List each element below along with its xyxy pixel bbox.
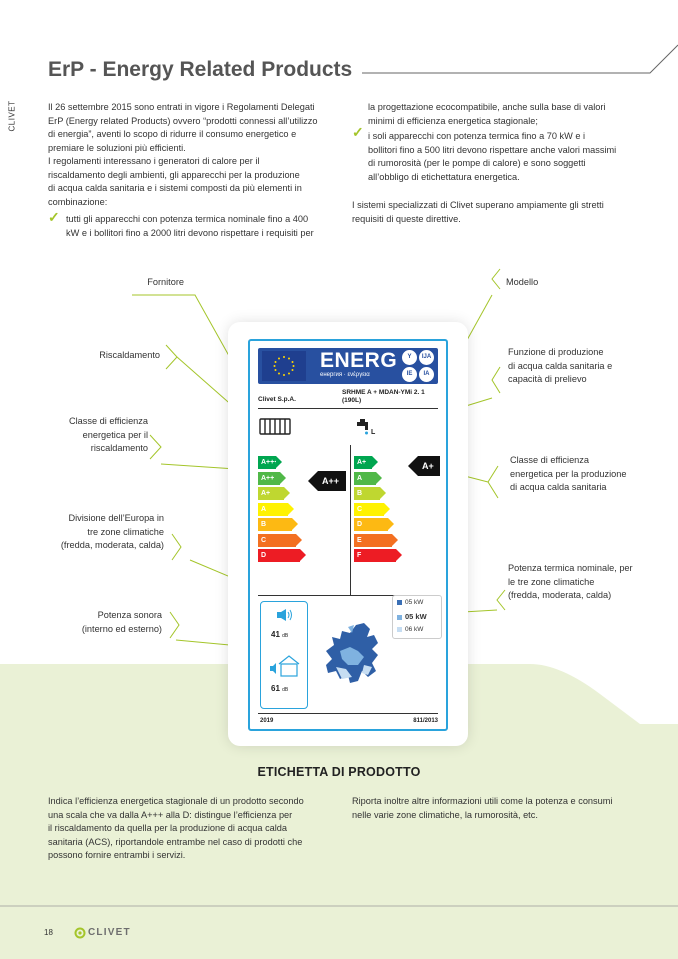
intro-left: Il 26 settembre 2015 sono entrati in vigore i Regolamenti Delegati ErP (Energy related Products) ovvero “prodotti connessi all’utilizzo di energia”, aventi lo scopo di ridurre il consumo energetico e premiare le soluzioni più efficienti. I regolamenti interessano i generatori di calore per il riscaldamento degli ambienti, gli apparecchi per la produzione di acqua calda sanitaria e i sistemi composti da più elementi in combinazione: bbox=[48, 102, 318, 207]
europe-map bbox=[318, 621, 398, 689]
sound-outdoor-value: 61 dB bbox=[271, 684, 289, 693]
lang-badge: IE bbox=[402, 367, 417, 382]
kw-swatch-cold bbox=[397, 600, 402, 605]
section-title: ETICHETTA DI PRODOTTO bbox=[257, 765, 421, 779]
sound-indoor-value: 41 dB bbox=[271, 630, 289, 639]
water-class-arrow: A+ bbox=[418, 456, 440, 476]
callout-classe-riscaldamento: Classe di efficienza energetica per il riscaldamento bbox=[69, 416, 148, 453]
lang-badge: IA bbox=[419, 367, 434, 382]
kw-row-cold: 05 kW bbox=[397, 599, 423, 606]
speaker-icon bbox=[275, 608, 295, 622]
heating_scale-bar-tip bbox=[300, 549, 306, 561]
callout-potenza-sonora: Potenza sonora (interno ed esterno) bbox=[81, 610, 162, 634]
clivet-logo-icon bbox=[74, 927, 86, 939]
divider bbox=[258, 713, 438, 714]
page-number: 18 bbox=[44, 928, 53, 937]
water_scale-bar-tip bbox=[388, 518, 394, 530]
page-title: ErP - Energy Related Products bbox=[48, 58, 353, 81]
water_scale-bar: A+ bbox=[354, 456, 372, 469]
heating_scale-bar-tip bbox=[276, 456, 282, 468]
water_scale-bar: F bbox=[354, 549, 396, 562]
energ-title: ENERG bbox=[320, 349, 398, 372]
clivet-logo-text: CLIVET bbox=[88, 927, 131, 938]
heating_scale-bar: C bbox=[258, 534, 296, 547]
intro-right-top: la progettazione ecocompatibile, anche sulla base di valori minimi di efficienza energetica stagionale; bbox=[368, 102, 606, 126]
thermal-power-box bbox=[392, 595, 442, 639]
side-brand-label: CLIVET bbox=[7, 100, 17, 132]
section-right: Riporta inoltre altre informazioni utili come la potenza e consumi nelle varie zone climatiche, la rumorosità, etc. bbox=[352, 796, 613, 820]
lang-badge: Y bbox=[402, 350, 417, 365]
water_scale-bar: E bbox=[354, 534, 392, 547]
label-regulation: 811/2013 bbox=[413, 718, 438, 724]
energy-label-card bbox=[228, 322, 468, 746]
divider bbox=[350, 445, 351, 595]
heating-class-arrow: A++ bbox=[318, 471, 346, 491]
callout-potenza-termica: Potenza termica nominale, per le tre zone climatiche (fredda, moderata, calda) bbox=[508, 563, 633, 600]
heating_scale-bar: A+ bbox=[258, 487, 284, 500]
water_scale-bar-tip bbox=[396, 549, 402, 561]
water_scale-bar-tip bbox=[384, 503, 390, 515]
water_scale-bar-tip bbox=[372, 456, 378, 468]
water_scale-bar-tip bbox=[376, 472, 382, 484]
heating_scale-bar-tip bbox=[296, 534, 302, 546]
kw-swatch-moderate bbox=[397, 615, 402, 620]
kw-row-moderate: 05 kW bbox=[397, 612, 427, 621]
tap-size: L bbox=[371, 429, 376, 436]
heating_scale-bar-tip bbox=[284, 487, 290, 499]
heating_scale-bar: A+++ bbox=[258, 456, 276, 469]
water_scale-bar: B bbox=[354, 487, 380, 500]
supplier-name: Clivet S.p.A. bbox=[258, 396, 296, 403]
energ-subtitle: енергия · ενέργεια bbox=[320, 372, 370, 378]
heating_scale-bar-tip bbox=[288, 503, 294, 515]
heating_scale-bar: A++ bbox=[258, 472, 280, 485]
model-name: SRHME A + MDAN-YMi 2. 1 (190L) bbox=[342, 389, 425, 404]
water_scale-bar: C bbox=[354, 503, 384, 516]
kw-row-warm: 06 kW bbox=[397, 626, 423, 633]
label-year: 2019 bbox=[260, 718, 274, 724]
heating_scale-bar: B bbox=[258, 518, 292, 531]
callout-divisione: Divisione dell’Europa in tre zone climatiche (fredda, moderata, calda) bbox=[60, 513, 164, 550]
heating_scale-bar: D bbox=[258, 549, 300, 562]
heating-class-arrow-tip bbox=[308, 471, 318, 491]
radiator-icon bbox=[258, 417, 292, 437]
divider bbox=[258, 408, 438, 409]
sound-power-box bbox=[260, 601, 308, 709]
heating_scale-bar-tip bbox=[280, 472, 286, 484]
intro-right-bottom: I sistemi specializzati di Clivet superano ampiamente gli stretti requisiti di queste direttive. bbox=[352, 200, 604, 224]
intro-bullet-2: i soli apparecchi con potenza termica fino a 70 kW e i bollitori fino a 500 litri devono rispettare anche valori massimi di rumorosità (per le pompe di calore) e sono soggetti all’obbligo di etichettatura energetica. bbox=[368, 131, 617, 182]
callout-riscaldamento: Riscaldamento bbox=[99, 350, 160, 360]
house-icon bbox=[269, 654, 301, 678]
section-left: Indica l’efficienza energetica stagionale di un prodotto secondo una scala che va dalla A+++ alla D: distingue l’efficienza per il riscaldamento da quella per la produzione di acqua calda sanitaria (ACS), riportandole entrambe nel caso di prodotti che possono fornire entrambi i servizi. bbox=[48, 796, 304, 860]
callout-classe-acs: Classe di efficienza energetica per la produzione di acqua calda sanitaria bbox=[510, 455, 627, 492]
check-icon: ✓ bbox=[352, 124, 364, 140]
water_scale-bar: D bbox=[354, 518, 388, 531]
heating_scale-bar-tip bbox=[292, 518, 298, 530]
callout-fornitore: Fornitore bbox=[147, 277, 184, 287]
lang-badge: IJA bbox=[419, 350, 434, 365]
water_scale-bar: A bbox=[354, 472, 376, 485]
eu-flag-icon bbox=[262, 351, 306, 381]
water-class-arrow-tip bbox=[408, 456, 418, 476]
energy-label-frame bbox=[248, 339, 448, 731]
footer-line bbox=[0, 904, 678, 908]
energ-header bbox=[258, 348, 438, 384]
kw-swatch-warm bbox=[397, 627, 402, 632]
check-icon: ✓ bbox=[48, 209, 60, 225]
water_scale-bar-tip bbox=[380, 487, 386, 499]
heating_scale-bar: A bbox=[258, 503, 288, 516]
callout-funzione: Funzione di produzione di acqua calda sanitaria e capacità di prelievo bbox=[508, 347, 613, 384]
intro-bullet-1: tutti gli apparecchi con potenza termica nominale fino a 400 kW e i bollitori fino a 2000 litri devono rispettare i requisiti per bbox=[66, 214, 314, 238]
water_scale-bar-tip bbox=[392, 534, 398, 546]
callout-modello: Modello bbox=[506, 277, 539, 287]
